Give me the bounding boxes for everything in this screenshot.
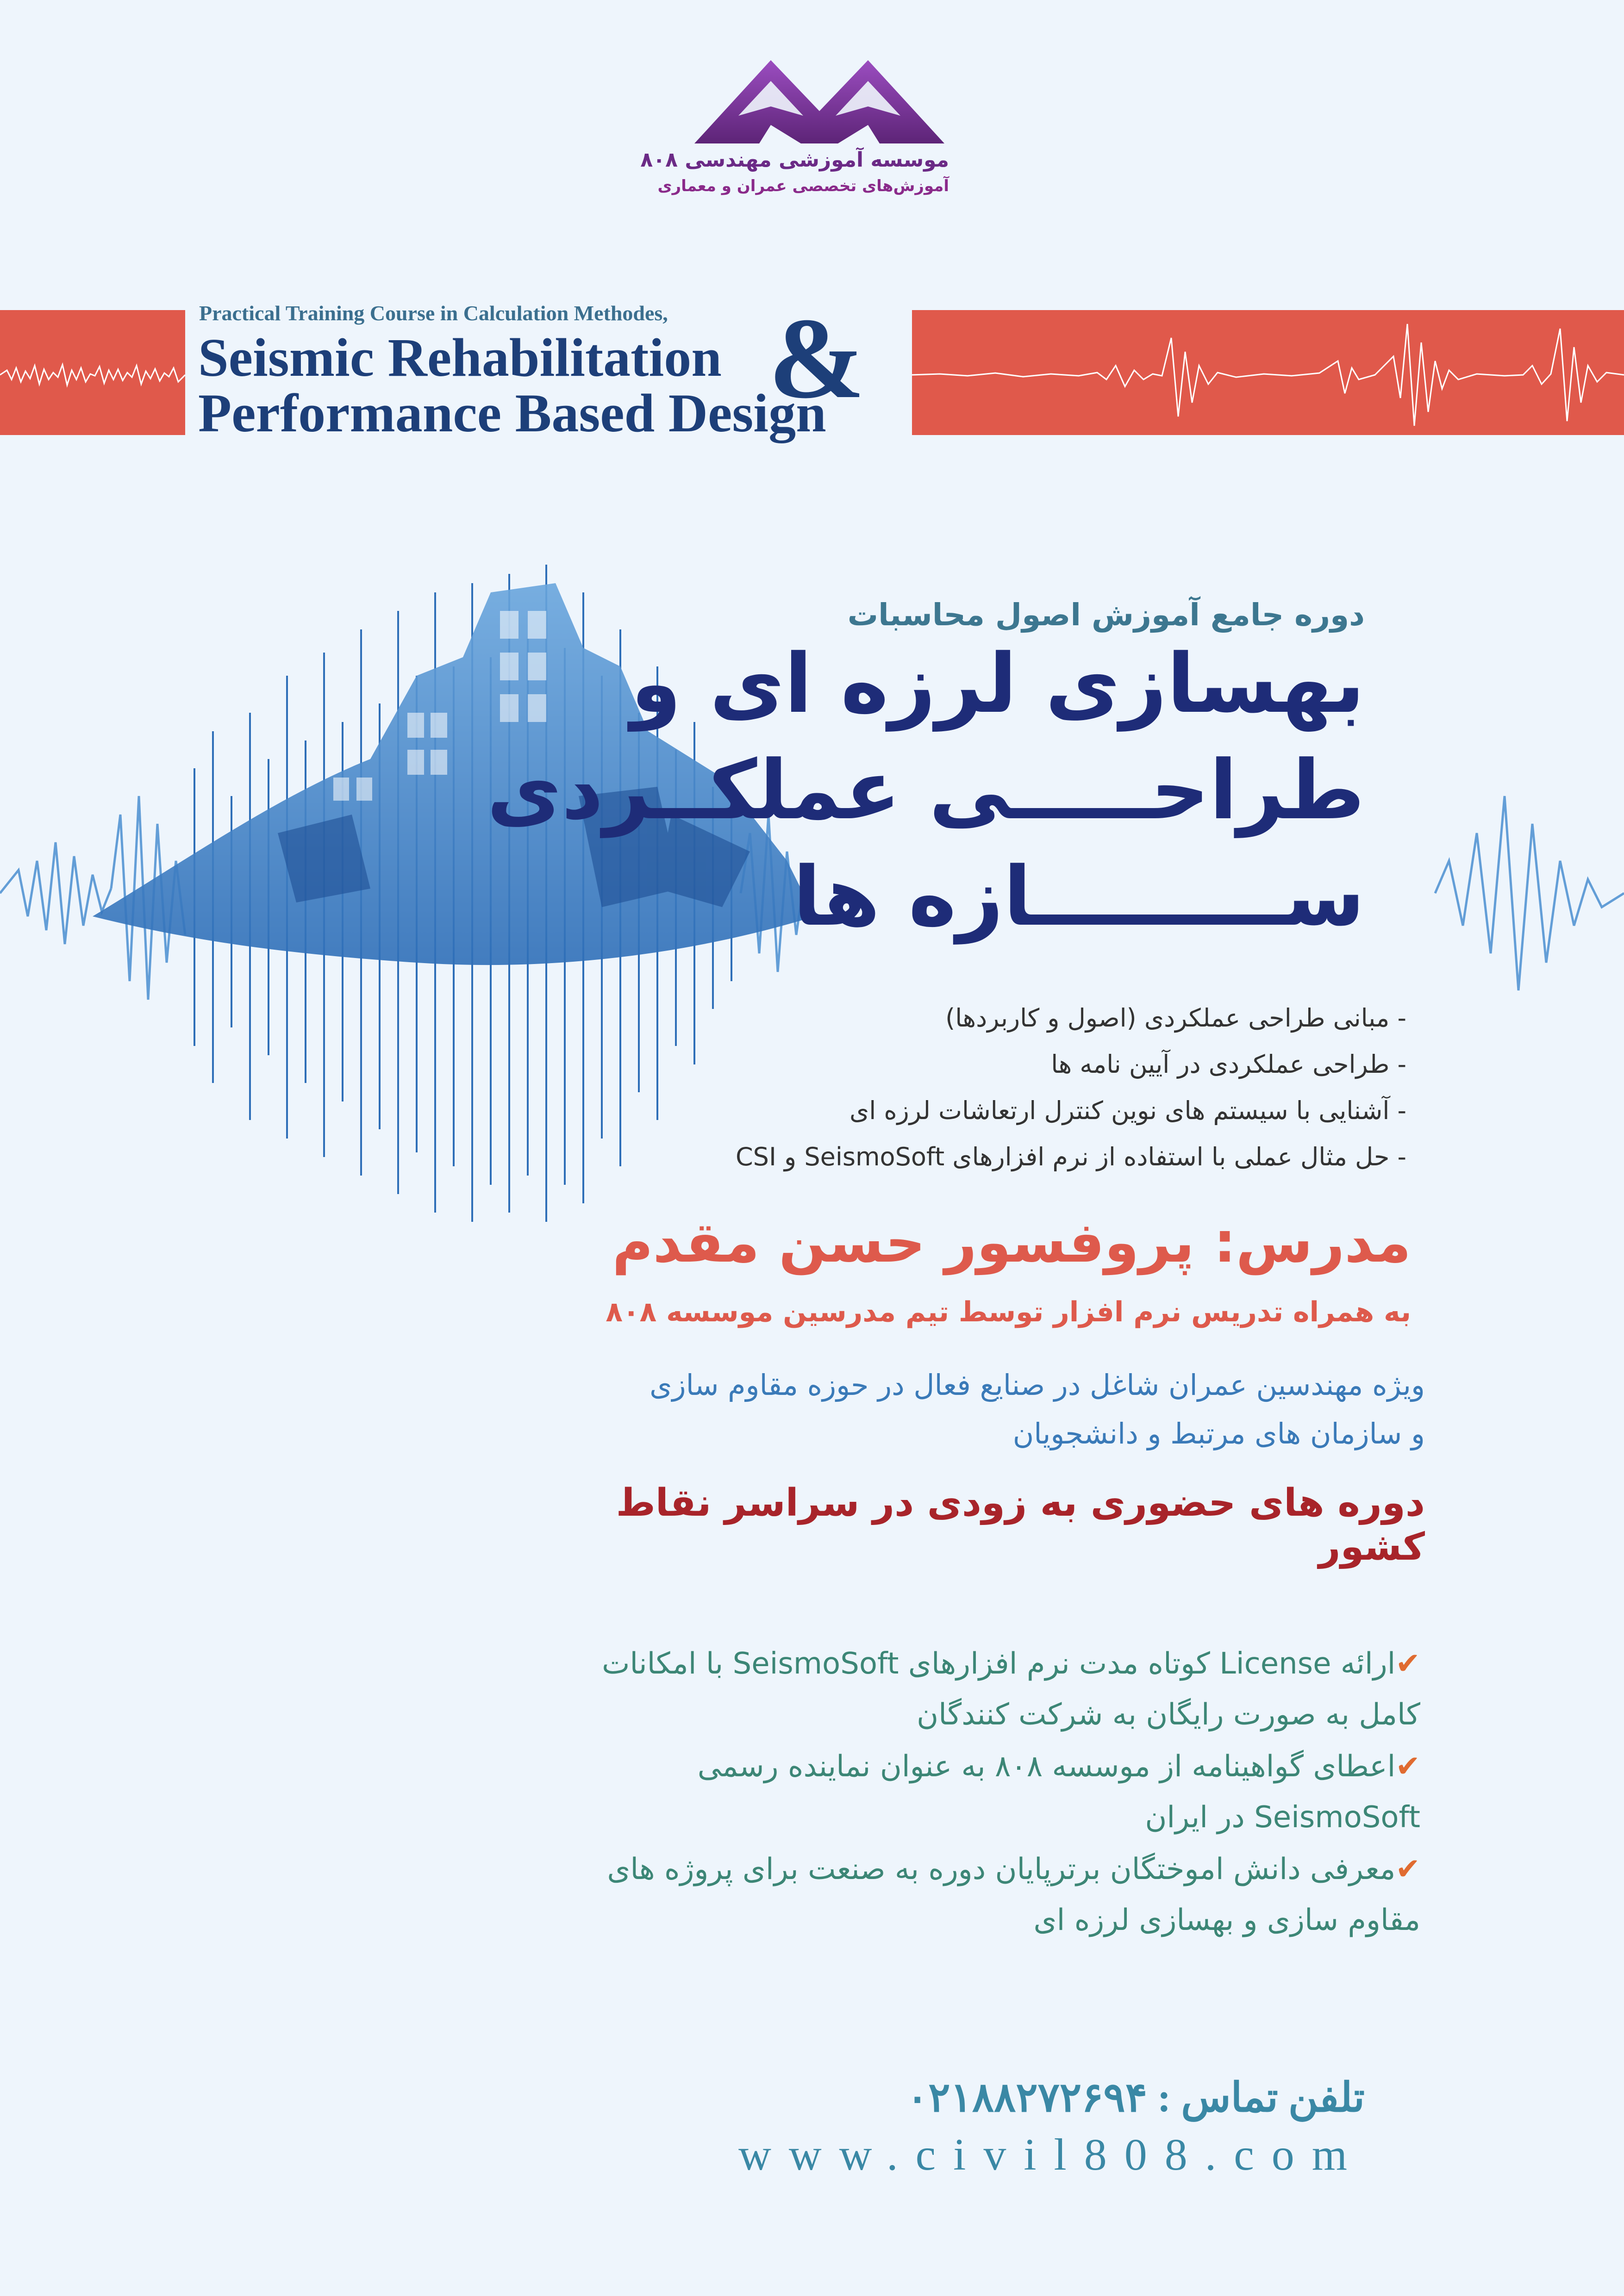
- benefit-text: معرفی دانش اموختگان برترپایان دوره به صنعت برای پروژه های مقاوم سازی و بهسازی لرزه ای: [607, 1852, 1420, 1937]
- list-item: - مبانی طراحی عملکردی (اصول و کاربردها): [619, 995, 1406, 1041]
- english-title-block: [194, 294, 907, 449]
- checkmark-icon: ✔: [1395, 1852, 1420, 1886]
- list-item: [541, 1638, 1420, 1740]
- english-subtitle: Practical Training Course in Calculation Methodes,: [199, 301, 668, 325]
- logo-name: موسسه آموزشی مهندسی ۸۰۸: [640, 148, 949, 172]
- logo-mountains-icon: [690, 56, 949, 148]
- checkmark-icon: ✔: [1395, 1647, 1420, 1681]
- ampersand: &: [768, 294, 865, 423]
- audience-text: [545, 1361, 1425, 1458]
- english-title-line1: Seismic Rehabilitation: [198, 327, 722, 388]
- banner-band-right: [912, 310, 1624, 435]
- seismograph-right-icon: [912, 310, 1624, 435]
- seismograph-left-icon: [0, 310, 185, 435]
- in-person-courses-note: دوره های حضوری به زودی در سراسر نقاط کشور: [616, 1481, 1425, 1569]
- topics-list: [619, 995, 1406, 1180]
- course-title-line2: طراحـــــی عملکــردی: [487, 743, 1365, 838]
- phone-number[interactable]: ۰۲۱۸۸۲۷۲۶۹۴: [906, 2076, 1147, 2121]
- instructor-note: به همراه تدریس نرم افزار توسط تیم مدرسین موسسه ۸۰۸: [606, 1296, 1411, 1328]
- checkmark-icon: ✔: [1395, 1749, 1420, 1784]
- list-item: [541, 1844, 1420, 1946]
- phone-label: تلفن تماس :: [1157, 2076, 1365, 2121]
- course-subtitle: دوره جامع آموزش اصول محاسبات: [847, 597, 1365, 633]
- contact-phone-line: [485, 2073, 1365, 2122]
- instructor-title: مدرس: پروفسور حسن مقدم: [612, 1211, 1411, 1275]
- banner-band-left: [0, 310, 185, 435]
- institute-logo: [640, 56, 949, 204]
- list-item: - حل مثال عملی با استفاده از نرم افزارهای SeismoSoft و CSI: [619, 1134, 1406, 1180]
- list-item: - آشنایی با سیستم های نوین کنترل ارتعاشات لرزه ای: [619, 1088, 1406, 1134]
- website-link[interactable]: www.civil808.com: [738, 2130, 1365, 2180]
- benefits-list: [541, 1638, 1420, 1947]
- audience-line1: ویژه مهندسین عمران شاغل در صنایع فعال در حوزه مقاوم سازی: [650, 1368, 1425, 1402]
- list-item: - طراحی عملکردی در آیین نامه ها: [619, 1041, 1406, 1088]
- benefit-text: اعطای گواهینامه از موسسه ۸۰۸ به عنوان نماینده رسمی SeismoSoft در ایران: [697, 1749, 1420, 1835]
- course-title-line1: بهسازی لرزه ای و: [631, 636, 1365, 731]
- english-title-line2: Performance Based Design: [198, 383, 826, 443]
- logo-tagline: آموزش‌های تخصصی عمران و معماری: [657, 177, 949, 195]
- benefit-text: ارائه License کوتاه مدت نرم افزارهای SeismoSoft با امکانات کامل به صورت رایگان به شرکت کنندگان: [602, 1647, 1420, 1732]
- audience-line2: و سازمان های مرتبط و دانشجویان: [1012, 1417, 1425, 1450]
- course-title-line3: ســـــــــازه ها: [793, 849, 1365, 944]
- list-item: [541, 1741, 1420, 1843]
